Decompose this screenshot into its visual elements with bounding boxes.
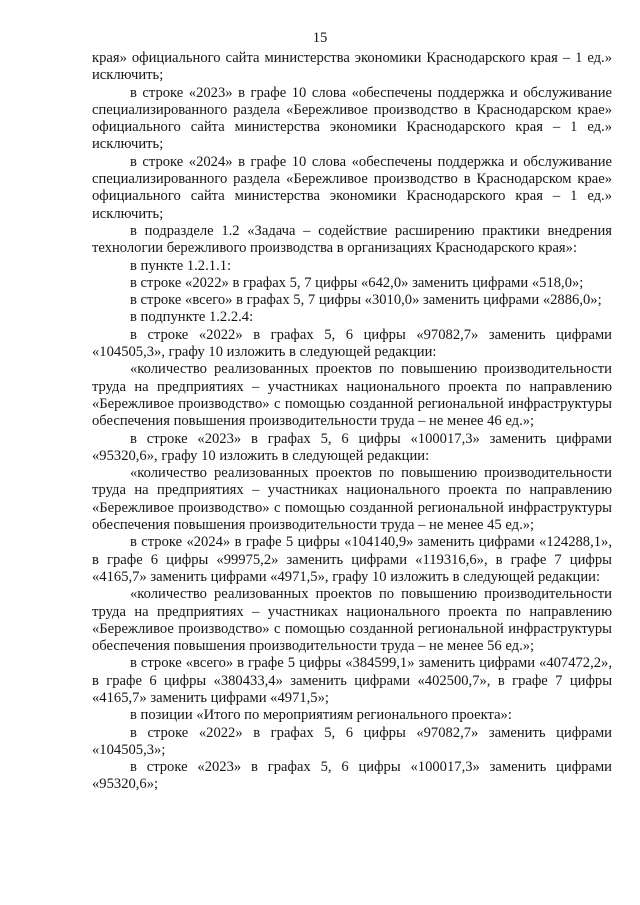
paragraph: в пункте 1.2.1.1: xyxy=(130,257,232,274)
paragraph: в строке «2024» в графе 10 слова «обеспечены поддержка и обслуживание специализированного раздела «Бережливое производство в Краснодарском крае» официального сайта министерства экономики Краснодарского края – 1 ед.» исключить; xyxy=(92,153,612,222)
body-text xyxy=(92,50,612,794)
paragraph: в строке «всего» в графе 5 цифры «384599,1» заменить цифрами «407472,2», в графе 6 цифры «380433,4» заменить цифрами «402500,7», в графе 7 цифры «4165,7» заменить цифрами «4971,5»; xyxy=(92,655,612,706)
paragraph: в подпункте 1.2.2.4: xyxy=(130,309,254,326)
paragraph: в строке «2022» в графах 5, 7 цифры «642,0» заменить цифрами «518,0»; xyxy=(130,274,584,291)
paragraph: в строке «всего» в графах 5, 7 цифры «3010,0» заменить цифрами «2886,0»; xyxy=(130,292,602,309)
paragraph: в строке «2024» в графе 5 цифры «104140,9» заменить цифрами «124288,1», в графе 6 цифры «99975,2» заменить цифрами «119316,6», в графе 7 цифры «4165,7» заменить цифрами «4971,5», графу 10 изложить в следующей редакции: xyxy=(92,534,612,585)
paragraph: «количество реализованных проектов по повышению производительности труда на предприятиях – участниках национального проекта по направлению «Бережливое производство» с помощью созданной региональной инфраструктуры обеспечения повышения производительности труда – не менее 46 ед.»; xyxy=(92,361,612,430)
page-number: 15 xyxy=(312,30,328,46)
paragraph: в строке «2023» в графах 5, 6 цифры «100017,3» заменить цифрами «95320,6»; xyxy=(92,759,612,793)
paragraph: в позиции «Итого по мероприятиям регионального проекта»: xyxy=(130,707,512,724)
paragraph: в строке «2023» в графах 5, 6 цифры «100017,3» заменить цифрами «95320,6», графу 10 изложить в следующей редакции: xyxy=(92,430,612,464)
paragraph: края» официального сайта министерства экономики Краснодарского края – 1 ед.» исключить; xyxy=(92,50,612,84)
paragraph: в подразделе 1.2 «Задача – содействие расширению практики внедрения технологии бережливого производства в организациях Краснодарского края»: xyxy=(92,222,612,257)
paragraph: «количество реализованных проектов по повышению производительности труда на предприятиях – участниках национального проекта по направлению «Бережливое производство» с помощью созданной региональной инфраструктуры обеспечения повышения производительности труда – не менее 56 ед.»; xyxy=(92,586,612,655)
paragraph: в строке «2022» в графах 5, 6 цифры «97082,7» заменить цифрами «104505,3», графу 10 изложить в следующей редакции: xyxy=(92,326,612,361)
paragraph: «количество реализованных проектов по повышению производительности труда на предприятиях – участниках национального проекта по направлению «Бережливое производство» с помощью созданной региональной инфраструктуры обеспечения повышения производительности труда – не менее 45 ед.»; xyxy=(92,465,612,534)
paragraph: в строке «2022» в графах 5, 6 цифры «97082,7» заменить цифрами «104505,3»; xyxy=(92,724,612,758)
paragraph: в строке «2023» в графе 10 слова «обеспечены поддержка и обслуживание специализированного раздела «Бережливое производство в Краснодарском крае» официального сайта министерства экономики Краснодарского края – 1 ед.» исключить; xyxy=(92,84,612,153)
